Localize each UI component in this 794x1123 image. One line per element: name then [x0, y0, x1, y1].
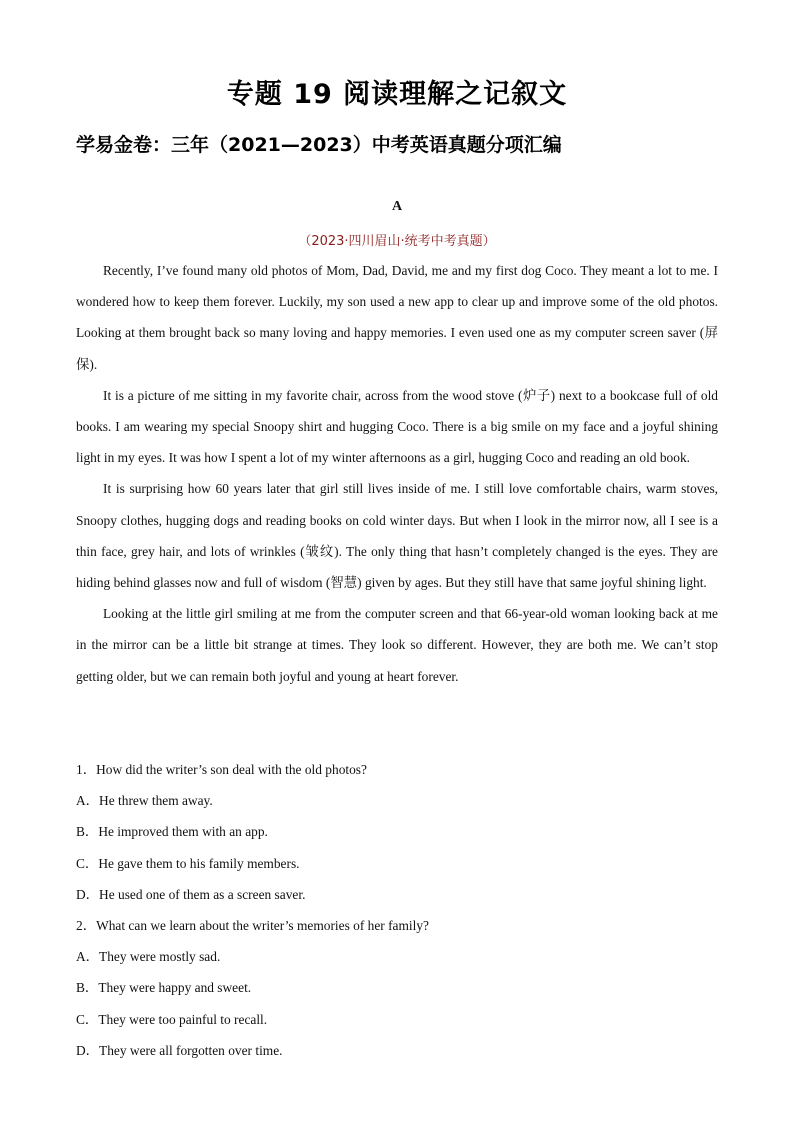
reading-passage [76, 255, 718, 692]
answer-option: C．They were too painful to recall. [76, 1011, 268, 1027]
question-list [76, 754, 718, 1066]
page-subtitle: 学易金卷：三年（2021—2023）中考英语真题分项汇编 [76, 134, 562, 156]
passage-paragraph: It is a picture of me sitting in my favorite chair, across from the wood stove (炉子) next to a bookcase full of old books. I am wearing my special Snoopy shirt and hugging Coco. There is a big smile on my face and a joyful shining light in my eyes. It was how I spent a lot of my winter afternoons as a girl, hugging Coco and reading an old book. [76, 387, 718, 466]
exam-source: （2023·四川眉山·统考中考真题） [298, 234, 496, 249]
answer-option: D．They were all forgotten over time. [76, 1042, 283, 1058]
answer-option: D．He used one of them as a screen saver. [76, 886, 306, 902]
passage-paragraph: Looking at the little girl smiling at me from the computer screen and that 66-year-old woman looking back at me in the mirror can be a little bit strange at times. They look so different. However, they are both me. We can’t stop getting older, but we can remain both joyful and young at heart forever. [76, 606, 718, 684]
passage-paragraph: It is surprising how 60 years later that girl still lives inside of me. I still love comfortable chairs, warm stoves, Snoopy clothes, hugging dogs and reading books on cold winter days. But when I look in the mirror now, all I see is a thin face, grey hair, and lots of wrinkles (皱纹). The only thing that hasn’t completely changed is the eyes. They are hiding behind glasses now and full of wisdom (智慧) given by ages. But they still have that same joyful shining light. [76, 481, 718, 591]
answer-option: B．They were happy and sweet. [76, 980, 252, 996]
question-stem: 2．What can we learn about the writer’s memories of her family? [76, 918, 429, 934]
answer-option: C．He gave them to his family members. [76, 855, 300, 871]
section-letter: A [391, 199, 403, 214]
passage-paragraph: Recently, I’ve found many old photos of Mom, Dad, David, me and my first dog Coco. They meant a lot to me. I wondered how to keep them forever. Luckily, my son used a new app to clear up and improve some of the old photos. Looking at them brought back so many loving and happy memories. I even used one as my computer screen saver (屏保). [76, 263, 718, 372]
page-title: 专题 19 阅读理解之记叙文 [226, 79, 568, 110]
answer-option: A．They were mostly sad. [76, 949, 221, 965]
answer-option: A．He threw them away. [76, 793, 213, 809]
answer-option: B．He improved them with an app. [76, 824, 268, 840]
question-stem: 1．How did the writer’s son deal with the old photos? [76, 762, 367, 777]
